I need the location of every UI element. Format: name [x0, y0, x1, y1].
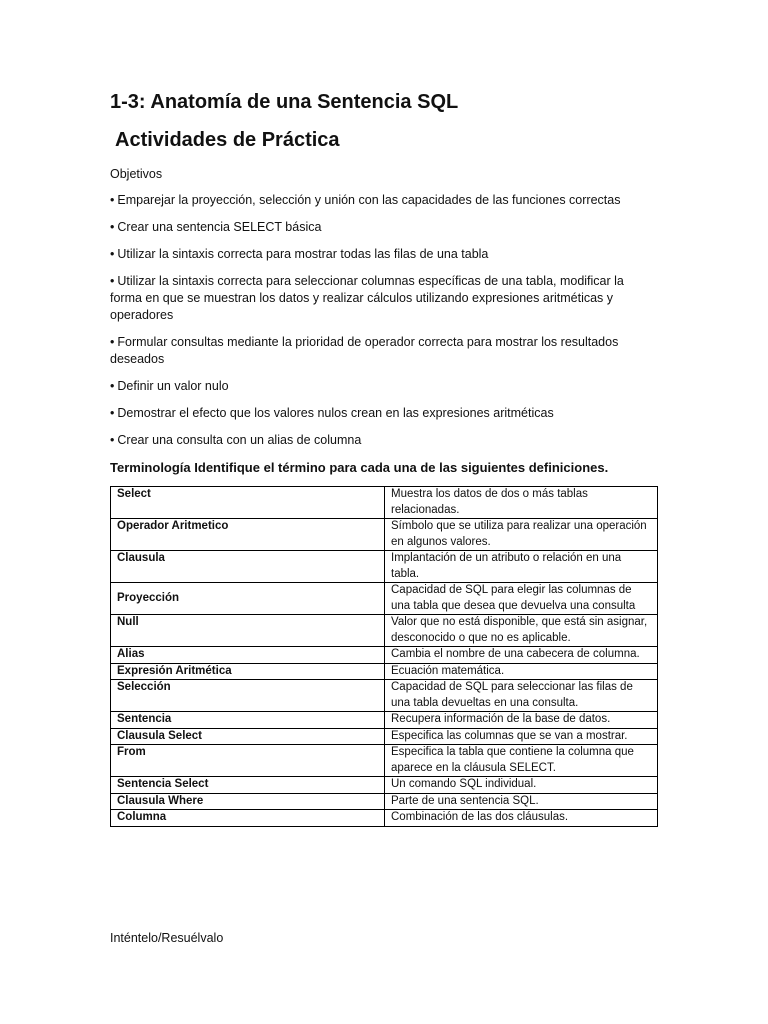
- definition-cell: Un comando SQL individual.: [385, 777, 658, 794]
- objective-item: [110, 432, 658, 449]
- table-row: [111, 810, 658, 827]
- objective-text: Demostrar el efecto que los valores nulos crean en las expresiones aritméticas: [117, 406, 554, 420]
- bullet-mark: •: [110, 379, 115, 393]
- objective-item: [110, 192, 658, 209]
- definition-cell: Símbolo que se utiliza para realizar una operación en algunos valores.: [385, 519, 658, 551]
- objective-item: [110, 334, 658, 368]
- definition-cell: Cambia el nombre de una cabecera de columna.: [385, 647, 658, 664]
- bullet-mark: •: [110, 193, 115, 207]
- footer-text: Inténtelo/Resuélvalo: [110, 930, 224, 945]
- objectives-label: Objetivos: [110, 167, 163, 181]
- definition-cell: Capacidad de SQL para elegir las columnas de una tabla que desea que devuelva una consulta: [385, 583, 658, 615]
- table-row: [111, 519, 658, 551]
- term-cell: Select: [111, 487, 385, 519]
- objective-item: [110, 246, 658, 263]
- term-cell: Alias: [111, 647, 385, 664]
- term-cell: Selección: [111, 680, 385, 712]
- bullet-mark: •: [110, 335, 115, 349]
- bullet-mark: •: [110, 406, 115, 420]
- objectives-list: [110, 192, 658, 449]
- term-cell: Sentencia: [111, 712, 385, 729]
- bullet-mark: •: [110, 247, 115, 261]
- term-cell: Expresión Aritmética: [111, 663, 385, 680]
- objective-item: [110, 378, 658, 395]
- term-cell: Operador Aritmetico: [111, 519, 385, 551]
- objective-text: Utilizar la sintaxis correcta para mostrar todas las filas de una tabla: [117, 247, 489, 261]
- objective-text: Definir un valor nulo: [117, 379, 229, 393]
- term-cell: Clausula: [111, 551, 385, 583]
- table-row: [111, 663, 658, 680]
- definition-cell: Capacidad de SQL para seleccionar las filas de una tabla devueltas en una consulta.: [385, 680, 658, 712]
- terminology-table: [110, 486, 658, 827]
- objective-text: Crear una sentencia SELECT básica: [117, 220, 322, 234]
- table-row: [111, 777, 658, 794]
- document-page: [110, 88, 658, 827]
- definition-cell: Muestra los datos de dos o más tablas relacionadas.: [385, 487, 658, 519]
- objective-item: [110, 219, 658, 236]
- table-row: [111, 680, 658, 712]
- definition-cell: Implantación de un atributo o relación en una tabla.: [385, 551, 658, 583]
- term-cell: Clausula Select: [111, 728, 385, 745]
- objective-item: [110, 405, 658, 422]
- definition-cell: Ecuación matemática.: [385, 663, 658, 680]
- objective-text: Formular consultas mediante la prioridad de operador correcta para mostrar los resultados deseados: [110, 335, 619, 366]
- term-cell: Null: [111, 615, 385, 647]
- table-row: [111, 487, 658, 519]
- bullet-mark: •: [110, 274, 115, 288]
- definition-cell: Especifica la tabla que contiene la columna que aparece en la cláusula SELECT.: [385, 745, 658, 777]
- objective-item: [110, 273, 658, 324]
- objective-text: Crear una consulta con un alias de columna: [117, 433, 362, 447]
- table-row: [111, 647, 658, 664]
- page-subtitle: Actividades de Práctica: [115, 129, 340, 151]
- term-cell: Sentencia Select: [111, 777, 385, 794]
- table-row: [111, 793, 658, 810]
- term-cell: Columna: [111, 810, 385, 827]
- bullet-mark: •: [110, 220, 115, 234]
- objective-text: Utilizar la sintaxis correcta para seleccionar columnas específicas de una tabla, modificar la forma en que se muestran los datos y realizar cálculos utilizando expresiones aritméticas y operadores: [110, 274, 624, 322]
- table-row: [111, 551, 658, 583]
- term-cell: Proyección: [111, 583, 385, 615]
- definition-cell: Parte de una sentencia SQL.: [385, 793, 658, 810]
- page-title: 1-3: Anatomía de una Sentencia SQL: [110, 91, 459, 113]
- terminology-heading: Terminología Identifique el término para cada una de las siguientes definiciones.: [110, 460, 609, 475]
- definition-cell: Valor que no está disponible, que está sin asignar, desconocido o que no es aplicable.: [385, 615, 658, 647]
- table-row: [111, 712, 658, 729]
- table-row: [111, 583, 658, 615]
- term-cell: From: [111, 745, 385, 777]
- definition-cell: Recupera información de la base de datos.: [385, 712, 658, 729]
- table-row: [111, 745, 658, 777]
- definition-cell: Combinación de las dos cláusulas.: [385, 810, 658, 827]
- objective-text: Emparejar la proyección, selección y unión con las capacidades de las funciones correctas: [117, 193, 621, 207]
- bullet-mark: •: [110, 433, 115, 447]
- table-row: [111, 615, 658, 647]
- definition-cell: Especifica las columnas que se van a mostrar.: [385, 728, 658, 745]
- term-cell: Clausula Where: [111, 793, 385, 810]
- table-row: [111, 728, 658, 745]
